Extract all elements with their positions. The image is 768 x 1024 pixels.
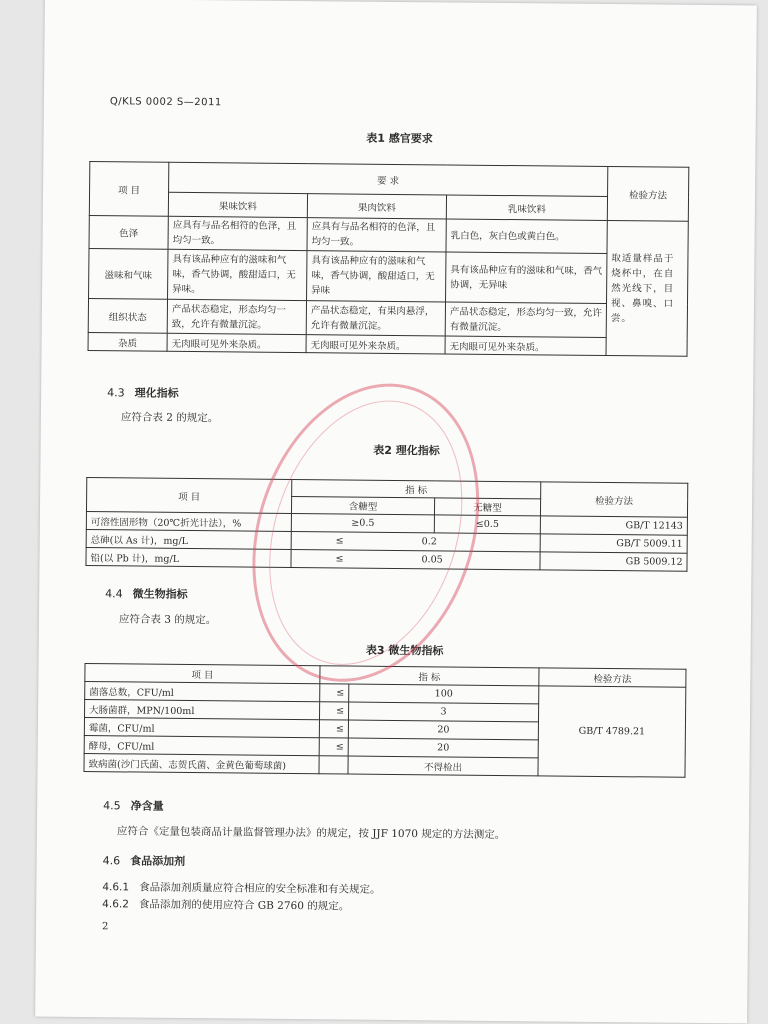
section-4-3-heading xyxy=(107,384,179,401)
leq-symbol: ≤ xyxy=(335,535,344,547)
table1-row-cell: 产品状态稳定，形态均匀一致，允许有微量沉淀。 xyxy=(445,302,606,338)
section-title: 微生物指标 xyxy=(132,587,188,602)
table3-row-value: 不得检出 xyxy=(348,756,538,776)
table3-row-value: 20 xyxy=(348,720,538,740)
clause-number: 4.6.1 xyxy=(102,881,130,894)
table1-header-col2: 果肉饮料 xyxy=(307,194,446,219)
leq-symbol: ≤ xyxy=(319,738,348,756)
table1-row-cell: 具有该品种应有的滋味和气味，香气协调，酸甜适口，无异味。 xyxy=(168,249,307,300)
table3-row-item: 菌落总数，CFU/ml xyxy=(85,682,320,702)
table2-header-method: 检验方法 xyxy=(540,482,687,517)
table1-row-cell: 无肉眼可见外来杂质。 xyxy=(167,333,306,352)
table2-row-value: ≤0.5 xyxy=(434,515,540,534)
section-4-5-heading xyxy=(103,797,164,814)
table3-row-item: 致病菌(沙门氏菌、志贺氏菌、金黄色葡萄球菌) xyxy=(84,754,319,774)
leq-symbol: ≤ xyxy=(335,553,344,565)
table1-row-cell: 产品状态稳定，有果肉悬浮，允许有微量沉淀。 xyxy=(306,301,445,336)
page-number: 2 xyxy=(101,921,109,933)
table1-header-col3: 乳味饮料 xyxy=(446,195,607,221)
table1 xyxy=(88,161,690,357)
table3-header-method: 检验方法 xyxy=(539,668,686,687)
table2-row-item: 可溶性固形物（20℃折光计法），% xyxy=(86,512,291,532)
section-number: 4.5 xyxy=(103,799,121,813)
section-4-5-text: 应符合《定量包装商品计量监督管理办法》的规定，按 JJF 1070 规定的方法测定。 xyxy=(116,825,506,842)
section-4-4-text: 应符合表 3 的规定。 xyxy=(118,613,217,627)
section-4-6-heading xyxy=(103,852,186,869)
table2-row-method: GB/T 12143 xyxy=(540,516,687,535)
clause-4-6-2 xyxy=(102,896,349,913)
document-page xyxy=(35,0,757,1023)
table1-header-col1: 果味饮料 xyxy=(168,192,307,217)
table1-row-item: 滋味和气味 xyxy=(89,249,168,300)
table1-header-req: 要 求 xyxy=(169,162,608,196)
table3-caption: 表3 微生物指标 xyxy=(365,643,444,658)
section-number: 4.3 xyxy=(107,386,125,400)
table3-method-cell: GB/T 4789.21 xyxy=(538,686,686,777)
document-id: Q/KLS 0002 S—2011 xyxy=(109,96,222,109)
table2-header-item: 项 目 xyxy=(86,478,291,514)
table2-row-item: 铅(以 Pb 计)，mg/L xyxy=(86,548,291,568)
table1-header-item: 项 目 xyxy=(89,162,169,217)
table3-row-item: 霉菌，CFU/ml xyxy=(84,718,319,738)
clause-number: 4.6.2 xyxy=(102,898,129,911)
table2-row-method: GB/T 5009.11 xyxy=(540,534,687,553)
table3-row-value: 20 xyxy=(348,738,538,758)
table1-row-cell: 具有该品种应有的滋味和气味，香气协调，无异味 xyxy=(446,252,607,304)
section-4-4-heading xyxy=(105,585,188,602)
table1-caption: 表1 感官要求 xyxy=(366,131,433,146)
table1-row-cell: 具有该品种应有的滋味和气味，香气协调，酸甜适口，无异味 xyxy=(307,251,446,302)
table2-row-value-cell xyxy=(291,531,540,551)
table2-header-nosugar: 无糖型 xyxy=(434,498,540,516)
table2-row-value: 0.2 xyxy=(421,536,437,548)
leq-symbol: ≤ xyxy=(319,702,348,720)
section-title: 净含量 xyxy=(130,799,164,813)
section-title: 食品添加剂 xyxy=(130,854,186,868)
table1-row-cell: 无肉眼可见外来杂质。 xyxy=(306,335,445,354)
leq-symbol xyxy=(319,756,348,774)
table3-row-item: 大肠菌群，MPN/100ml xyxy=(85,700,320,720)
table1-header-method: 检验方法 xyxy=(607,167,689,222)
table1-row-item: 杂质 xyxy=(88,333,167,352)
leq-symbol: ≤ xyxy=(320,684,349,702)
section-title: 理化指标 xyxy=(134,386,179,400)
table2-row-value-cell xyxy=(291,549,540,569)
table2-row-value: ≥0.5 xyxy=(291,513,434,532)
section-4-3-text: 应符合表 2 的规定。 xyxy=(120,411,219,425)
table2-caption: 表2 理化指标 xyxy=(373,443,440,458)
table3-header-index: 指 标 xyxy=(320,666,539,686)
table2-row-item: 总砷(以 As 计)，mg/L xyxy=(86,530,291,550)
table3-header-item: 项 目 xyxy=(85,664,320,684)
section-number: 4.4 xyxy=(105,587,123,601)
table2-header-sugar: 含糖型 xyxy=(291,496,434,514)
table1-row-item: 色泽 xyxy=(89,216,168,250)
table2-header-index: 指 标 xyxy=(292,479,541,498)
leq-symbol: ≤ xyxy=(319,720,348,738)
table1-row-cell: 应具有与品名相符的色泽，且均匀一致。 xyxy=(168,216,307,250)
table3 xyxy=(83,663,686,778)
clause-4-6-1 xyxy=(102,879,380,897)
table2-row-value: 0.05 xyxy=(421,554,443,566)
table1-row-item: 组织状态 xyxy=(88,299,167,334)
table2-row-method: GB 5009.12 xyxy=(540,552,687,571)
table1-row-cell: 无肉眼可见外来杂质。 xyxy=(445,336,606,356)
table2 xyxy=(85,477,688,572)
table1-row-cell: 乳白色，灰白色或黄白色。 xyxy=(446,219,607,254)
table1-row-cell: 产品状态稳定，形态均匀一致，允许有微量沉淀。 xyxy=(167,299,306,334)
table3-row-value: 3 xyxy=(348,702,538,722)
section-number: 4.6 xyxy=(102,854,121,868)
table3-row-value: 100 xyxy=(349,684,539,704)
table1-method-cell: 取适量样品于烧杯中，在自然光线下，目视、鼻嗅、口尝。 xyxy=(606,221,688,357)
table3-row-item: 酵母，CFU/ml xyxy=(84,736,319,756)
table1-row-cell: 应具有与品名相符的色泽，且均匀一致。 xyxy=(307,218,446,252)
clause-text: 食品添加剂质量应符合相应的安全标准和有关规定。 xyxy=(139,881,381,896)
clause-text: 食品添加剂的使用应符合 GB 2760 的规定。 xyxy=(138,898,350,913)
